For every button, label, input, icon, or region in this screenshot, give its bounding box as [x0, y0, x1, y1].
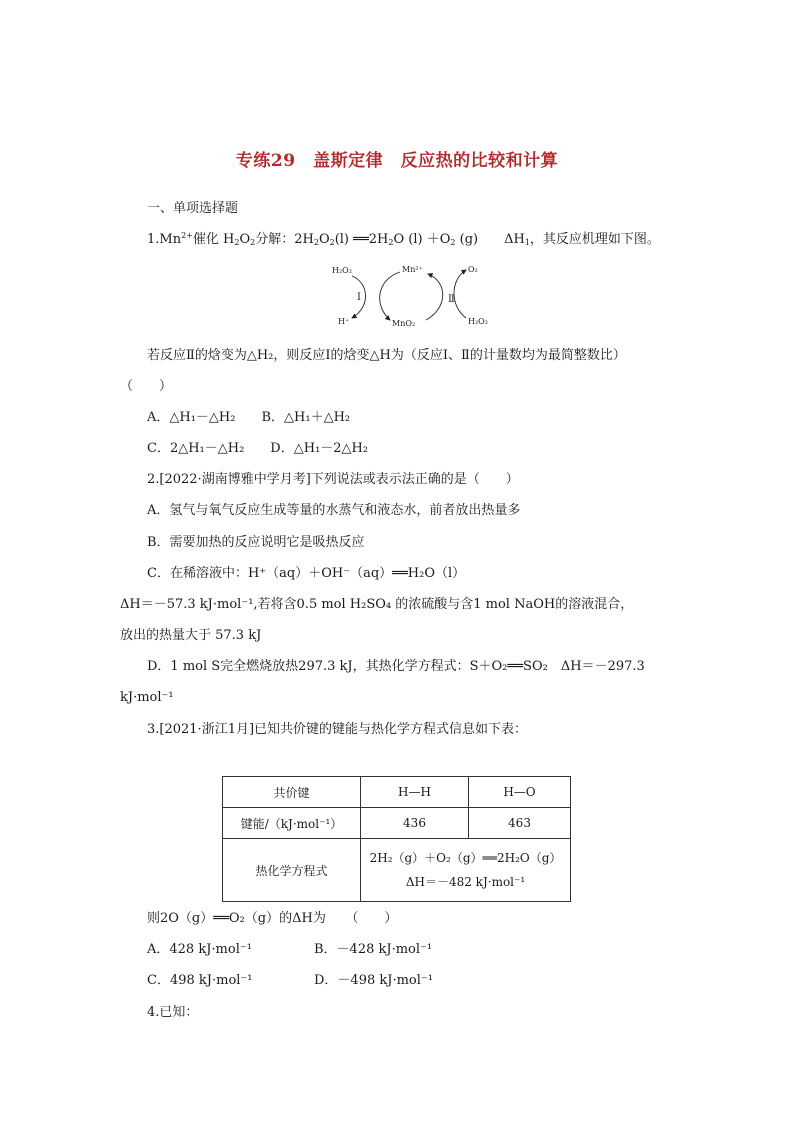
arrow-step2-right — [454, 270, 466, 318]
label-h2o2-top: H₂O₂ — [332, 266, 352, 275]
label-mno2: MnO₂ — [392, 319, 416, 328]
q2-option-b: B．需要加热的反应说明它是吸热反应 — [147, 535, 365, 550]
label-h2o2-bottom: H₂O₂ — [468, 317, 488, 326]
label-hplus: H⁺ — [338, 317, 350, 326]
table-header-hh: H—H — [361, 777, 469, 808]
label-o2: O₂ — [468, 265, 478, 274]
bond-energy-table — [222, 776, 571, 902]
label-step-1: Ⅰ — [357, 292, 361, 303]
q3-stem: 3.[2021·浙江1月]已知共价键的键能与热化学方程式信息如下表： — [147, 722, 528, 737]
q1-options-ab: A．△H₁－△H₂ B．△H₁＋△H₂ — [147, 410, 351, 425]
label-mn2: Mn²⁺ — [402, 265, 423, 274]
section-heading: 一、单项选择题 — [147, 201, 239, 216]
q3-option-b: B．－428 kJ·mol⁻¹ — [314, 942, 433, 957]
reaction-mechanism-diagram — [324, 258, 494, 332]
page-title: 专练29 盖斯定律 反应热的比较和计算 — [235, 151, 559, 171]
q1-answer-paren: （ ） — [120, 379, 173, 394]
equation-dh: ΔH＝－482 kJ·mol⁻¹ — [405, 875, 526, 889]
q3-option-a: A．428 kJ·mol⁻¹ — [147, 942, 252, 957]
arrow-step2-left — [426, 274, 443, 320]
table-row-label-equation: 热化学方程式 — [223, 839, 361, 902]
arrow-step1-right — [380, 272, 400, 320]
q3-option-c: C．498 kJ·mol⁻¹ — [147, 973, 253, 988]
q4-stem: 4.已知： — [147, 1005, 199, 1020]
q2-option-c-line2: ΔH＝－57.3 kJ·mol⁻¹,若将含0.5 mol H₂SO₄ 的浓硫酸与含1 mol NaOH的溶液混合， — [120, 597, 634, 612]
table-cell-ho-energy: 463 — [469, 808, 571, 839]
table-header-bond: 共价键 — [223, 777, 361, 808]
q2-option-a: A．氢气与氧气反应生成等量的水蒸气和液态水，前者放出热量多 — [147, 503, 521, 518]
q2-option-d-line2: kJ·mol⁻¹ — [120, 690, 174, 705]
q2-option-d-line1: D．1 mol S完全燃烧放热297.3 kJ，其热化学方程式：S＋O₂══SO₂ ΔH＝－297.3 — [147, 659, 645, 674]
table-cell-hh-energy: 436 — [361, 808, 469, 839]
q1-stem: $1.Mn^{2+}$催化 $H_2O_2$分解：$2H_2O_2(l)$ $══2H_2O$ $(l) +O_2$ (g) $\Delta H_1$，其反应机理如下图。 — [147, 231, 660, 247]
label-step-2: Ⅱ — [448, 294, 455, 305]
q3-option-d: D．－498 kJ·mol⁻¹ — [314, 973, 433, 988]
q2-stem: 2.[2022·湖南博雅中学月考]下列说法或表示法正确的是（ ） — [147, 472, 519, 487]
q2-option-c-line3: 放出的热量大于 57.3 kJ — [120, 628, 262, 643]
q2-option-c-line1: C．在稀溶液中：H⁺（aq）＋OH⁻（aq）══H₂O（l） — [147, 566, 466, 581]
equation-line: 2H₂（g）＋O₂（g）══2H₂O（g） — [369, 851, 562, 865]
table-row-label-energy: 键能/（kJ·mol⁻¹） — [223, 808, 361, 839]
q1-options-cd: C．2△H₁－△H₂ D．△H₁－2△H₂ — [147, 441, 369, 456]
q1-line2: 若反应Ⅱ的焓变为△H₂，则反应Ⅰ的焓变△H为（反应Ⅰ、Ⅱ的计量数均为最简整数比） — [147, 348, 626, 363]
q3-question: 则2O（g）══O₂（g）的ΔH为 （ ） — [147, 911, 398, 926]
table-header-ho: H—O — [469, 777, 571, 808]
table-cell-equation — [361, 839, 571, 902]
